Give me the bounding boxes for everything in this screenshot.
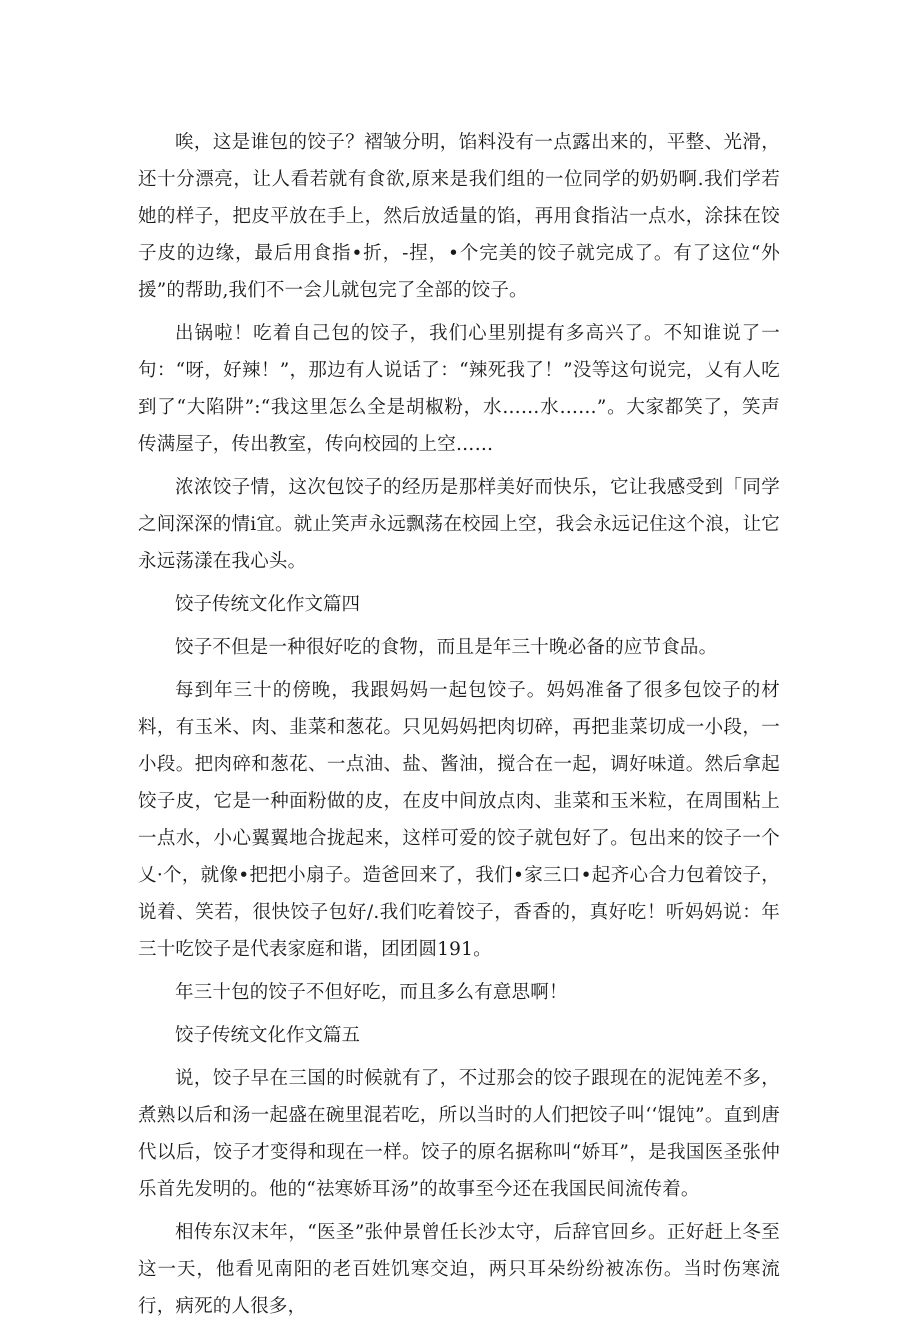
paragraph: 浓浓饺子情，这次包饺子的经历是那样美好而快乐，它让我感受到「同学之间深深的情i宜。就止笑声永远飘荡在校园上空，我会永远记住这个浪，让它永远荡漾在我心头。 xyxy=(138,477,780,572)
paragraph: 唉，这是谁包的饺子？褶皱分明，馅料没有一点露出来的，平整、光滑，还十分漂亮，让人看若就有食欲,原来是我们组的一位同学的奶奶啊.我们学若她的样子，把皮平放在手上，然后放适量的馅，再用食指沾一点水，涂抹在饺子皮的边缘，最后用食指•折，-捏，•个完美的饺子就完成了。有了这位“外援”的帮助,我们不一会儿就包完了全部的饺子。 xyxy=(138,132,780,301)
document-page xyxy=(138,124,780,1331)
paragraph: 饺子不但是一种很好吃的食物，而且是年三十晚必备的应节食品。 xyxy=(175,637,718,658)
paragraph: 出锅啦！吃着自己包的饺子，我们心里别提有多高兴了。不知谁说了一句：“呀，好辣！”，那边有人说话了：“辣死我了！”没等这句说完，乂有人吃到了“大陷阱”:“我这里怎么全是胡椒粉，水……水……”。大家都笑了，笑声传满屋子，传出教室，传向校园的上空…… xyxy=(138,323,780,455)
paragraph: 相传东汉末年，“医圣”张仲景曾任长沙太守，后辞官回乡。正好赶上冬至这一天，他看见南阳的老百姓饥寒交迫，两只耳朵纷纷被冻伤。当时伤寒流行，病死的人很多， xyxy=(138,1222,780,1317)
paragraph: 每到年三十的傍晚，我跟妈妈一起包饺子。妈妈准备了很多包饺子的材料，有玉米、肉、韭菜和葱花。只见妈妈把肉切碎，再把韭菜切成一小段，一小段。把肉碎和葱花、一点油、盐、酱油，搅合在一起，调好味道。然后拿起饺子皮，它是一种面粉做的皮，在皮中间放点肉、韭菜和玉米粒，在周围粘上一点水，小心翼翼地合拢起来，这样可爱的饺子就包好了。包出来的饺子一个乂·个，就像•把把小扇子。造爸回来了，我们•家三口•起齐心合力包着饺子，说着、笑若，很快饺子包好/.我们吃着饺子，香香的，真好吃！听妈妈说：年三十吃饺子是代表家庭和谐，团团圆191。 xyxy=(138,680,780,960)
section-heading: 饺子传统文化作文篇四 xyxy=(175,594,361,615)
paragraph: 说，饺子早在三国的时候就有了，不过那会的饺子跟现在的泥饨差不多，煮熟以后和汤一起盛在碗里混若吃，所以当时的人们把饺子叫‘‘馄饨”。直到唐代以后，饺子才变得和现在一样。饺子的原名据称叫“娇耳”，是我国医圣张仲乐首先发明的。他的“祛寒娇耳汤”的故事至今还在我国民间流传着。 xyxy=(138,1068,780,1200)
section-heading: 饺子传统文化作文篇五 xyxy=(175,1025,361,1046)
paragraph: 年三十包的饺子不但好吃，而且多么有意思啊！ xyxy=(175,982,568,1003)
